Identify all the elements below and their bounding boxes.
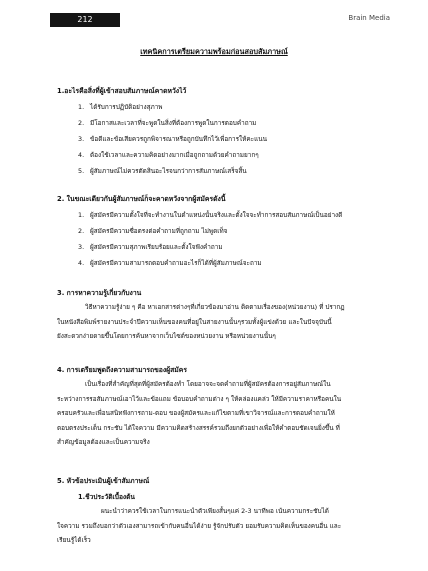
list-item-text: ผู้สมัครมีความสุภาพเรียบร้อยและตั้งใจฟังคำถาม (90, 243, 223, 251)
section-4-heading: 4. การเตรียมพูดถึงความสามารถของผู้สมัคร (57, 366, 187, 374)
list-item: 3. ผู้สมัครมีความสุภาพเรียบร้อยและตั้งใจฟังคำถาม (78, 243, 223, 251)
list-item: 5. ผู้สัมภาษณ์ไม่ควรตัดสินอะไรจนกว่าการสัมภาษณ์เสร็จสิ้น (78, 167, 247, 175)
paragraph-line: วิธีหาความรู้ง่าย ๆ คือ หาเอกสารต่างๆที่เกี่ยวข้องมาอ่าน ติดตามเรื่องของ(หน่วยงาน) ที่ ปรากฏ (85, 303, 345, 311)
paragraph-line: ตอบตรงประเด็น กระชับ ได้ใจความ มีความคิดสร้างสรรค์รวมถึงยกตัวอย่างเพื่อให้คำตอบชัดเจนยิ่งขึ้น ที่ (57, 423, 340, 432)
list-item-text: ต้องใช้เวลาและความคิดอย่างมากเมื่อถูกถามด้วยคำถามยากๆ (90, 151, 259, 159)
list-item-text: ผู้สัมภาษณ์ไม่ควรตัดสินอะไรจนกว่าการสัมภาษณ์เสร็จสิ้น (90, 167, 247, 175)
list-item: 4. ผู้สมัครมีความสามารถตอบคำถามอะไรก็ได้ที่ผู้สัมภาษณ์จะถาม (78, 259, 262, 267)
list-item: 4. ต้องใช้เวลาและความคิดอย่างมากเมื่อถูกถามด้วยคำถามยากๆ (78, 151, 259, 159)
list-item: 1. ได้รับการปฏิบัติอย่างสุภาพ (78, 103, 163, 111)
list-item-text: ได้รับการปฏิบัติอย่างสุภาพ (90, 103, 163, 111)
paragraph-line: ใจความ รวมถึงบอกว่าตัวเองสามารถเข้ากับคนอื่นได้ง่าย รู้จักปรับตัว ยอมรับความคิดเห็นของคนอื่น และ (57, 521, 342, 530)
paragraph-line: สำคัญข้อมูลต้องและเป็นความจริง (57, 438, 150, 446)
list-item: 3. ข้อดีและข้อเสียควรถูกพิจารณาหรือถูกบันทึกไว้เพื่อการให้คะแนน (78, 135, 267, 143)
list-item: 2. ผู้สมัครมีความซื่อตรงต่อคำถามที่ถูกถาม ไม่พูดเท็จ (78, 227, 228, 235)
section-2-heading: 2. ในขณะเดียวกันผู้สัมภาษณ์ก็จะคาดหวังจากผู้สมัครดังนี้ (57, 195, 226, 203)
paragraph-line: ยังสะดวกง่ายดายขึ้นโดยการค้นหาจากเว็บไซต์ของหน่วยงาน หรือหน่วยงานนั้นๆ (57, 332, 276, 340)
page-title: เทคนิคการเตรียมความพร้อมก่อนสอบสัมภาษณ์ (140, 47, 288, 56)
paragraph-line: ผนะนำว่าควรใช้เวลาในการแนะนำตัวเพียงสั้นๆแค่ 2-3 นาทีพอ เน้นความกระชับได้ (101, 507, 329, 515)
section-5-paragraph (57, 504, 377, 548)
paragraph-line: เป็นเรื่องที่สำคัญที่สุดที่ผู้สมัครต้องทำ โดยอาจจะจดคำถามที่ผู้สมัครต้องการอยู่สัมภาษณ์ใน (85, 380, 331, 388)
section-5-heading: 5. หัวข้อประเมินผู้เข้าสัมภาษณ์ (57, 477, 150, 485)
page-number-badge: 212 (50, 13, 120, 27)
list-item-text: ข้อดีและข้อเสียควรถูกพิจารณาหรือถูกบันทึกไว้เพื่อการให้คะแนน (90, 135, 267, 143)
list-item-text: มีโอกาสและเวลาที่จะพูดในสิ่งที่ต้องการพูดในการตอบคำถาม (90, 119, 257, 127)
section-1-heading: 1.อะไรคือสิ่งที่ผู้เข้าสอบสัมภาษณ์คาดหวังไว้ (57, 87, 187, 95)
section-5-subheading: 1.ชีวประวัติเบื้องต้น (78, 493, 135, 501)
section-3-paragraph (57, 300, 377, 344)
list-item-text: ผู้สมัครมีความตั้งใจที่จะทำงานในตำแหน่งนั้นจริงและตั้งใจจะทำการสอบสัมภาษณ์เป็นอย่างดี (90, 211, 343, 219)
brand-label: Brain Media (348, 14, 390, 22)
list-item: 2. มีโอกาสและเวลาที่จะพูดในสิ่งที่ต้องการพูดในการตอบคำถาม (78, 119, 257, 127)
list-item-text: ผู้สมัครมีความสามารถตอบคำถามอะไรก็ได้ที่ผู้สัมภาษณ์จะถาม (90, 259, 262, 267)
paragraph-line: ครอบครัวและเพื่อนสนิทฟังการถาม-ตอบ ของผู้สมัครและแก้ไขตามที่เขาวิจารณ์และการตอบคำถามให้ (57, 409, 335, 417)
paragraph-line: เรียนรู้ได้เร็ว (57, 536, 91, 544)
list-item-text: ผู้สมัครมีความซื่อตรงต่อคำถามที่ถูกถาม ไม่พูดเท็จ (90, 227, 228, 235)
section-3-heading: 3. การหาความรู้เกี่ยวกับงาน (57, 289, 142, 297)
list-item: 1. ผู้สมัครมีความตั้งใจที่จะทำงานในตำแหน่งนั้นจริงและตั้งใจจะทำการสอบสัมภาษณ์เป็นอย่างดี (78, 211, 343, 219)
section-4-paragraph (57, 377, 377, 450)
paragraph-line: ระหว่างการรอสัมภาษณ์เอาไว้และข้อแถม ข้อบอบคำถามต่าง ๆ ให้คล่องแคล่ว ให้มีความราคาหรือคนใน (57, 394, 342, 403)
paragraph-line: ในหนังสือพิมพ์รายงานประจำปีความเห็นของคนที่อยู่ในสายงานนั้นๆรวมทั้งผู้แข่งด้วย และในปัจจุบันนี้ (57, 317, 332, 326)
